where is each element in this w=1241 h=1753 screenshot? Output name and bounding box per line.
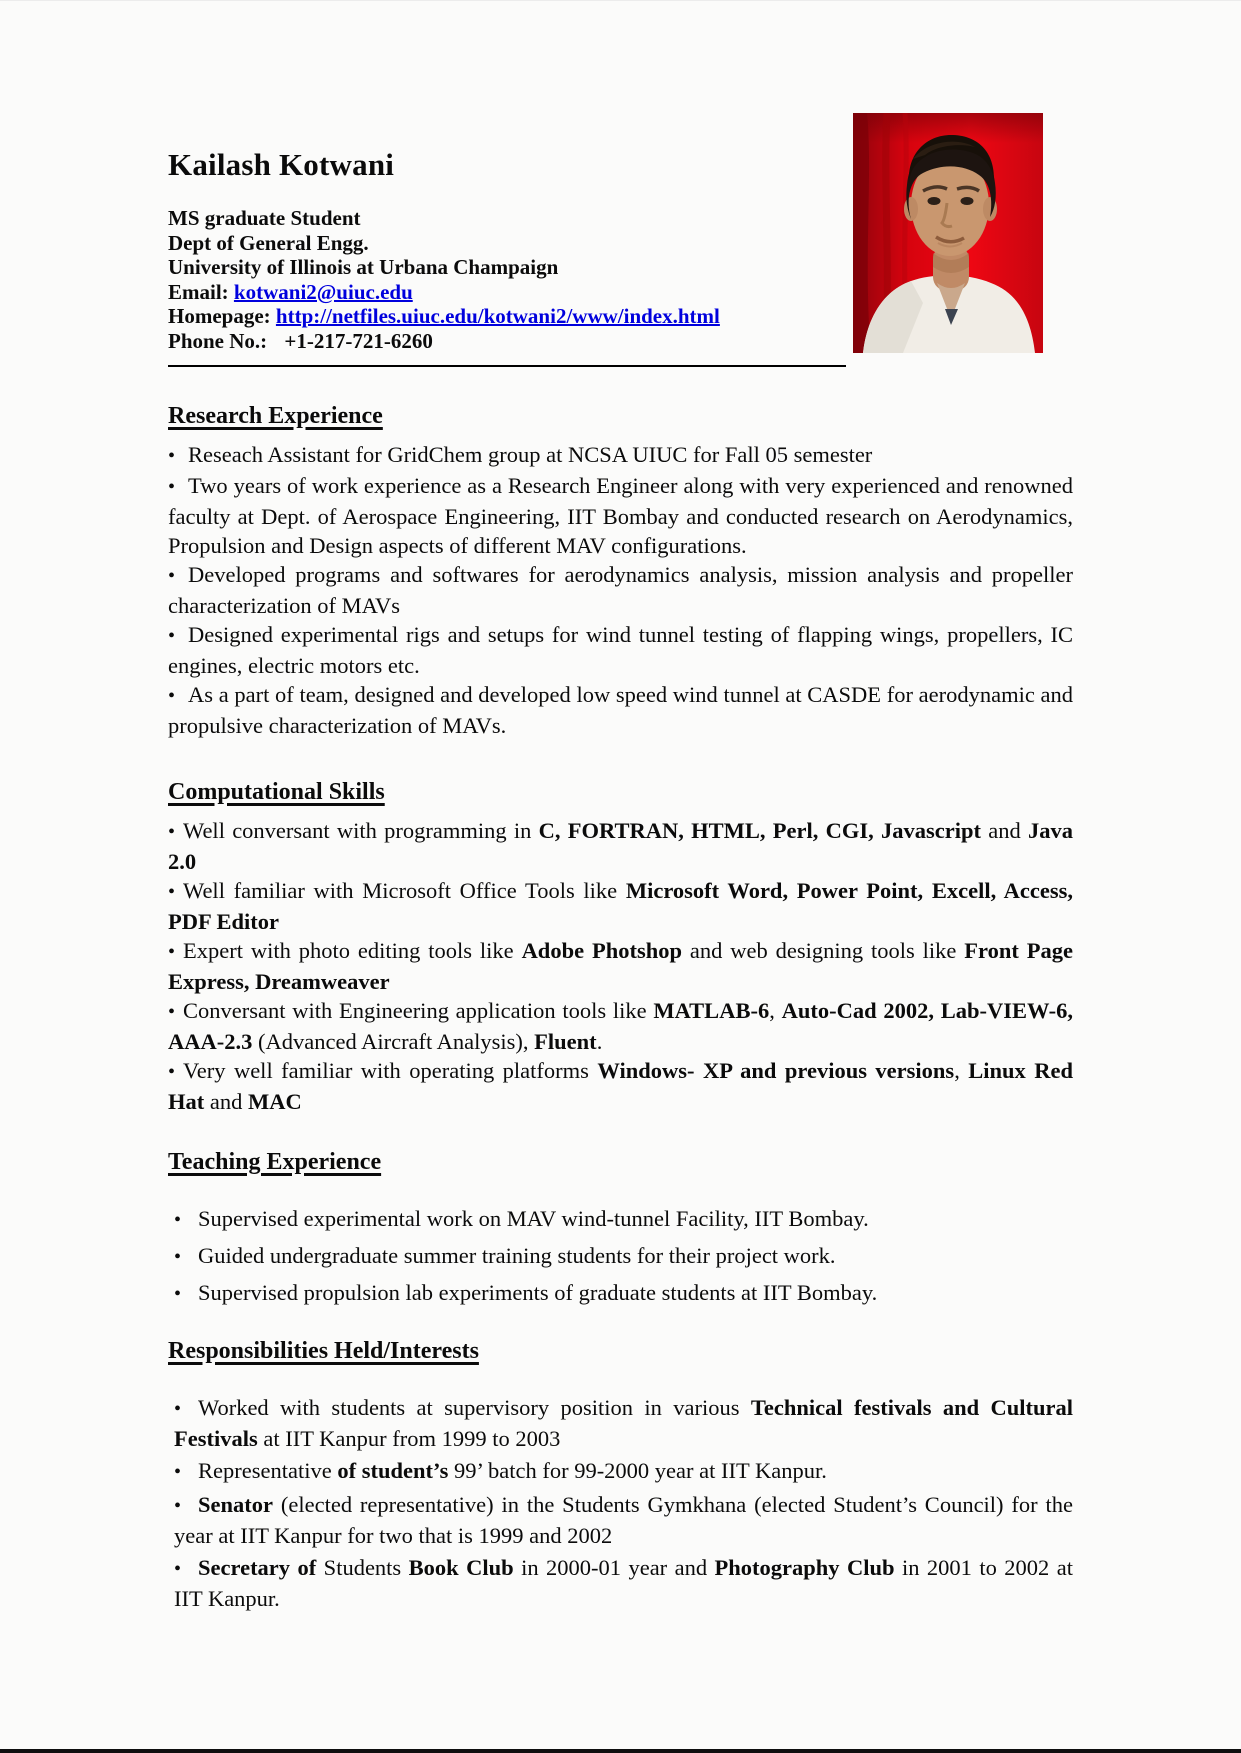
bullet-text: Developed programs and softwares for aerodynamics analysis, mission analysis and propeller characterization of MAVs bbox=[168, 562, 1073, 618]
info-label: Phone No.: bbox=[168, 328, 273, 353]
bullet-text-bold: MATLAB-6 bbox=[653, 998, 770, 1023]
bullet-item bbox=[168, 471, 1073, 560]
bullet-text: and bbox=[204, 1089, 248, 1114]
info-text: Dept of General Engg. bbox=[168, 230, 369, 255]
bullet-icon: • bbox=[168, 476, 176, 498]
section-responsibilities-held-interests bbox=[168, 1336, 1073, 1613]
bullet-text: at IIT Kanpur from 1999 to 2003 bbox=[257, 1426, 561, 1451]
section-computational-skills bbox=[168, 777, 1073, 1116]
portrait-photo-graphic bbox=[853, 113, 1043, 353]
bullet-icon: • bbox=[174, 1461, 182, 1483]
bullet-item bbox=[168, 996, 1073, 1056]
bullet-text: Guided undergraduate summer training students for their project work. bbox=[198, 1243, 836, 1268]
info-text: +1-217-721-6260 bbox=[284, 328, 433, 353]
info-label: Homepage: bbox=[168, 304, 276, 328]
bullet-item bbox=[168, 440, 1073, 471]
bullet-item bbox=[168, 1241, 1073, 1272]
bullet-text: Very well familiar with operating platforms bbox=[183, 1058, 598, 1083]
bullet-text: Expert with photo editing tools like bbox=[183, 938, 522, 963]
bullet-icon: • bbox=[168, 941, 176, 963]
homepage-link[interactable]: http://netfiles.uiuc.edu/kotwani2/www/index.html bbox=[275, 304, 720, 328]
bullet-item bbox=[168, 816, 1073, 876]
bullet-text: in 2001 to 2002 at IIT Kanpur. bbox=[174, 1555, 1073, 1611]
bullet-text: , bbox=[954, 1058, 969, 1083]
section-title: Teaching Experience bbox=[168, 1149, 382, 1175]
bullet-icon: • bbox=[174, 1246, 182, 1268]
page-title: Kailash Kotwani bbox=[168, 147, 395, 182]
bullet-text-bold: C, FORTRAN, HTML, Perl, CGI, Javascript bbox=[538, 818, 981, 843]
bullet-text: . bbox=[596, 1029, 603, 1054]
bullet-icon: • bbox=[168, 565, 176, 587]
info-text: University of Illinois at Urbana Champaign bbox=[168, 255, 559, 279]
section-teaching-experience bbox=[168, 1147, 1073, 1309]
bullet-text: Designed experimental rigs and setups for wind tunnel testing of flapping wings, propellers, IC engines, electric motors etc. bbox=[168, 622, 1073, 678]
bullet-text-bold: Java 2.0 bbox=[168, 818, 1073, 874]
bullet-item bbox=[168, 1456, 1073, 1487]
section-research-experience bbox=[168, 401, 1073, 740]
bullet-text-bold: Fluent bbox=[534, 1029, 597, 1054]
bullet-text-bold: MAC bbox=[248, 1089, 302, 1114]
bullet-icon: • bbox=[174, 1495, 182, 1517]
info-text: MS graduate Student bbox=[168, 206, 361, 230]
profile-photo bbox=[853, 113, 1043, 353]
bullet-text: in 2000-01 year and bbox=[513, 1555, 715, 1580]
email-link[interactable]: kotwani2@uiuc.edu bbox=[233, 279, 413, 304]
bullet-text-bold: Microsoft Word, Power Point, Excell, Access, PDF Editor bbox=[168, 878, 1073, 934]
bottom-bar bbox=[0, 1749, 1241, 1753]
bullet-item bbox=[168, 1204, 1073, 1235]
bullet-text-bold: Photography Club bbox=[714, 1555, 895, 1580]
bullet-item bbox=[168, 560, 1073, 620]
bullet-text-bold: Senator bbox=[198, 1492, 274, 1517]
bullet-text-bold: of student’s bbox=[337, 1458, 449, 1483]
bullet-text-bold: Windows- XP and previous versions bbox=[597, 1058, 955, 1083]
bullet-text-bold: Adobe Photshop bbox=[521, 938, 682, 963]
bullet-text: Two years of work experience as a Research Engineer along with very experienced and renowned faculty at Dept. of Aerospace Engineering, IIT Bombay and conducted research on Aerodynamics, Propulsion and Design aspects of different MAV configurations. bbox=[168, 473, 1073, 558]
bullet-text: Representative bbox=[198, 1458, 338, 1483]
bullet-icon: • bbox=[168, 685, 176, 707]
bullet-text: and bbox=[980, 818, 1028, 843]
bullet-icon: • bbox=[168, 625, 176, 647]
bullet-text: Supervised propulsion lab experiments of graduate students at IIT Bombay. bbox=[198, 1280, 878, 1305]
bullet-icon: • bbox=[174, 1558, 182, 1580]
bullet-item bbox=[168, 1278, 1073, 1309]
bullet-text: 99’ batch for 99-2000 year at IIT Kanpur. bbox=[448, 1458, 827, 1483]
bullet-icon: • bbox=[174, 1283, 182, 1305]
bullet-text: Worked with students at supervisory position in various bbox=[198, 1395, 751, 1420]
bullet-item bbox=[168, 936, 1073, 996]
bullet-text: , bbox=[769, 998, 782, 1023]
info-label: Email: bbox=[168, 279, 234, 304]
bullet-item bbox=[168, 680, 1073, 740]
bullet-text: and web designing tools like bbox=[682, 938, 965, 963]
bullet-item bbox=[168, 1490, 1073, 1550]
bullet-text: As a part of team, designed and developed low speed wind tunnel at CASDE for aerodynamic and propulsive characterization of MAVs. bbox=[168, 682, 1073, 738]
bullet-item bbox=[168, 1393, 1073, 1453]
bullet-icon: • bbox=[174, 1209, 182, 1231]
bullet-text-bold: Book Club bbox=[408, 1555, 514, 1580]
bullet-text: (elected representative) in the Students Gymkhana (elected Student’s Council) for the year at IIT Kanpur for two that is 1999 and 2002 bbox=[174, 1492, 1073, 1548]
bullet-icon: • bbox=[168, 881, 176, 903]
bullet-text: Students bbox=[316, 1555, 409, 1580]
separator-rule bbox=[168, 365, 846, 367]
section-title: Responsibilities Held/Interests bbox=[168, 1338, 479, 1364]
bullet-text-bold: Auto-Cad 2002, Lab-VIEW-6, AAA-2.3 bbox=[168, 998, 1074, 1054]
bullet-text: Well conversant with programming in bbox=[183, 818, 539, 843]
bullet-text-bold: Linux Red Hat bbox=[168, 1058, 1074, 1114]
bullet-item bbox=[168, 1056, 1073, 1116]
bullet-item bbox=[168, 876, 1073, 936]
bullet-text-bold: Technical festivals and Cultural Festivals bbox=[174, 1395, 1074, 1451]
bullet-text: Reseach Assistant for GridChem group at NCSA UIUC for Fall 05 semester bbox=[188, 442, 873, 467]
bullet-icon: • bbox=[174, 1398, 182, 1420]
bullet-icon: • bbox=[168, 445, 176, 467]
bullet-text: Conversant with Engineering application tools like bbox=[183, 998, 654, 1023]
bullet-icon: • bbox=[168, 1001, 176, 1023]
bullet-icon: • bbox=[168, 821, 176, 843]
bullet-text-bold: Front Page Express, Dreamweaver bbox=[168, 938, 1073, 994]
bullet-item bbox=[168, 620, 1073, 680]
section-title: Computational Skills bbox=[168, 779, 385, 805]
resume-body bbox=[168, 401, 1073, 1616]
bullet-text: Supervised experimental work on MAV wind-tunnel Facility, IIT Bombay. bbox=[198, 1206, 869, 1231]
bullet-text: (Advanced Aircraft Analysis), bbox=[252, 1029, 535, 1054]
bullet-icon: • bbox=[168, 1061, 176, 1083]
bullet-text-bold: Secretary of bbox=[198, 1555, 317, 1580]
bullet-text: Well familiar with Microsoft Office Tools like bbox=[183, 878, 626, 903]
section-title: Research Experience bbox=[168, 403, 383, 429]
bullet-item bbox=[168, 1553, 1073, 1613]
